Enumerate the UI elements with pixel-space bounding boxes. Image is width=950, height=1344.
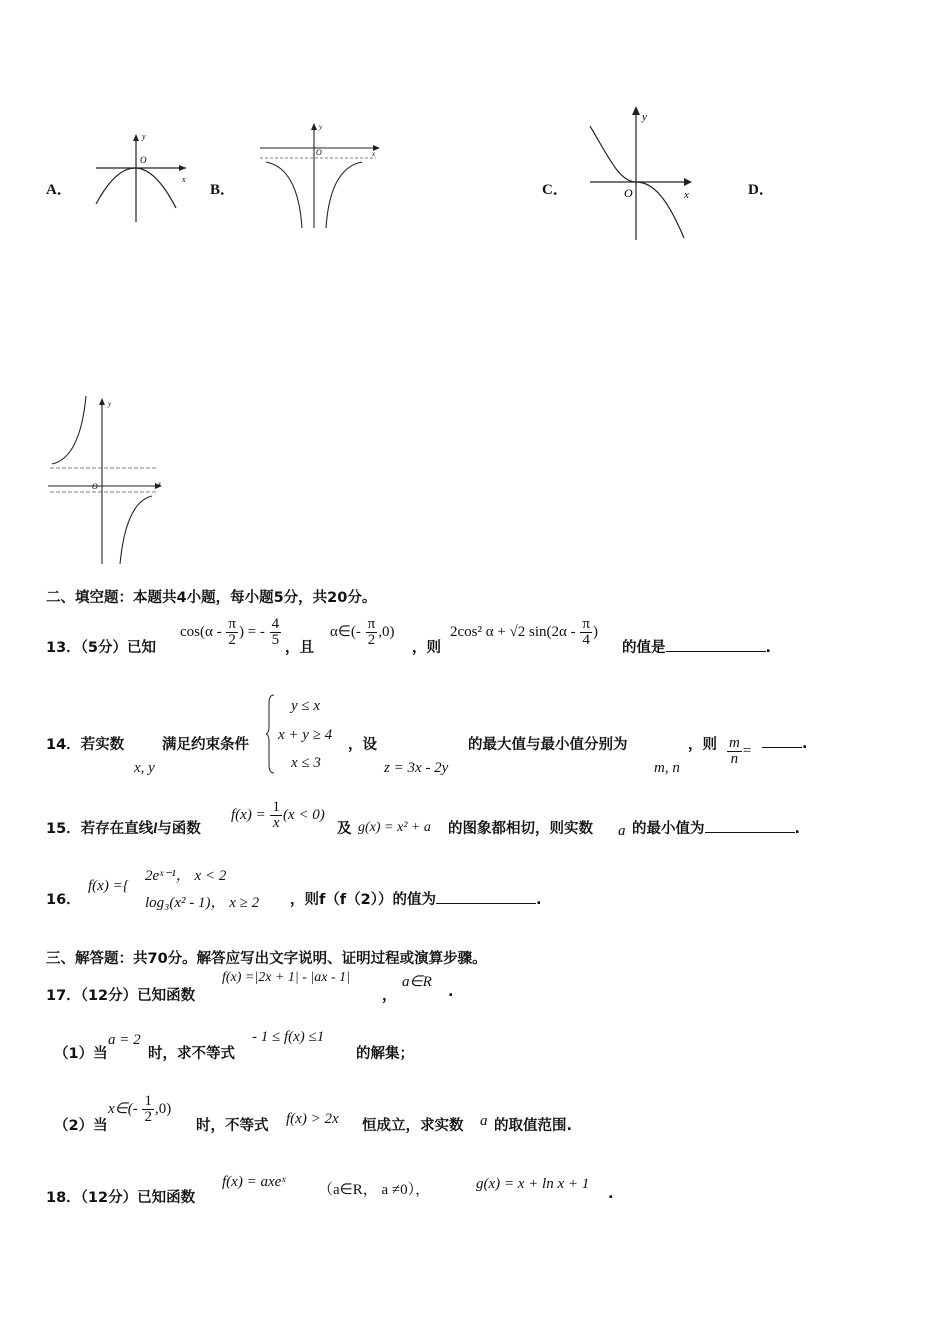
q17-part1-text: 时，求不等式 [148, 1046, 235, 1062]
q16-text: ，则f（f（2））的值为 . [290, 888, 541, 909]
q17-part1-inequality: - 1 ≤ f(x) ≤1 [252, 1029, 325, 1045]
q18-g-definition: g(x) = x + ln x + 1 [476, 1176, 590, 1192]
origin-label: O [624, 186, 633, 200]
q13-number: 13．（5分）已知 [46, 640, 157, 656]
option-a-label: A． [46, 182, 72, 198]
q17-part2-inequality: f(x) > 2x [286, 1111, 339, 1127]
option-d-label: D． [748, 182, 774, 198]
q14-objective: z = 3x - 2y [384, 760, 449, 776]
x-axis-label: x [684, 189, 689, 201]
q14-condition-label: 满足约束条件 [162, 737, 249, 753]
q15-g-definition: g(x) = x² + a [358, 820, 431, 835]
q14-constraint-3: x ≤ 3 [291, 755, 321, 771]
y-axis-label: y [108, 400, 112, 408]
q17-domain: a∈R [402, 974, 432, 990]
graph-option-d [46, 392, 171, 566]
x-axis-label: x [182, 175, 186, 184]
q15-f-definition: f(x) = $\frac{1}{x}$ (x < 0) [231, 799, 325, 831]
q18-parameters: （a∈R， a ≠0）， [318, 1182, 431, 1198]
x-axis-label: x [158, 480, 162, 488]
q16-number: 16． [46, 892, 81, 908]
q14-answer: . [762, 733, 808, 752]
q14-constraint-1: y ≤ x [291, 698, 321, 714]
q13-expression: 2cos² α + √2 sin(2α - $\frac{\pi}{4}$ ) [450, 616, 598, 648]
q17-part2-text-2: 恒成立，求实数 [362, 1118, 464, 1134]
q13-and: ，且 [285, 640, 314, 656]
q17-part1-end: 的解集； [356, 1046, 414, 1062]
q13-value-is: 的值是 . [622, 636, 771, 657]
y-axis-label: y [142, 132, 146, 141]
q17-part1-a: a = 2 [108, 1032, 141, 1048]
x-axis-label: x [372, 150, 376, 158]
q17-part2-a: a [480, 1113, 488, 1129]
y-axis-label: y [319, 123, 323, 131]
q17-end: . [448, 984, 454, 1000]
q13-answer-blank[interactable] [666, 637, 766, 652]
q15-and: 及 [337, 821, 352, 837]
q14-brace-icon [266, 693, 276, 775]
graph-option-c [584, 100, 699, 242]
section-3-heading: 三、解答题：共70分。解答应写出文字说明、证明过程或演算步骤。 [46, 951, 487, 967]
q15-text-3: 的图象都相切，则实数 [448, 821, 593, 837]
q14-max-min-text: 的最大值与最小值分别为 [468, 737, 628, 753]
q15-answer-blank[interactable] [705, 818, 795, 833]
q15-a: a [618, 823, 626, 839]
q14-vars: x, y [134, 760, 155, 776]
q16-case-2: log₃(x² - 1)， x ≥ 2 [145, 895, 260, 911]
q14-set: ，设 [348, 737, 377, 753]
q13-then: ，则 [412, 640, 441, 656]
q17-part1-label: （1）当 [54, 1046, 108, 1062]
q18-end: . [608, 1186, 614, 1202]
q17-part2-text: 时，不等式 [196, 1118, 269, 1134]
q17-comma: ， [382, 988, 397, 1004]
q13-alpha-interval: α∈(- $\frac{\pi}{2}$ ,0) [330, 616, 395, 648]
graph-option-b [258, 118, 383, 230]
q13-cos-equation: cos(α - $\frac{\pi}{2}$ ) = - $\frac{4}{5}$ [180, 616, 280, 648]
q14-number: 14．若实数 [46, 737, 125, 753]
q18-f-definition: f(x) = axeˣ [222, 1174, 286, 1190]
q16-f-label: f(x) ={ [88, 878, 129, 894]
q17-f-definition: f(x) =|2x + 1| - |ax - 1| [222, 970, 350, 985]
origin-label: O [316, 148, 322, 157]
q14-mn: m, n [654, 760, 680, 776]
y-axis-label: y [642, 111, 647, 123]
q14-answer-blank[interactable] [762, 733, 802, 748]
option-b-label: B． [210, 182, 236, 198]
graph-option-a [92, 130, 192, 224]
q18-number: 18．（12分）已知函数 [46, 1190, 196, 1206]
option-c-label: C． [542, 182, 568, 198]
q17-part2-interval: x∈(- $\frac{1}{2}$ ,0) [108, 1093, 172, 1125]
section-2-heading: 二、填空题：本题共4小题，每小题5分，共20分。 [46, 590, 377, 606]
q17-number: 17．（12分）已知函数 [46, 988, 196, 1004]
origin-label: O [140, 155, 147, 165]
q14-ratio: $\frac{m}{n}$ = [729, 735, 752, 767]
q14-constraint-2: x + y ≥ 4 [278, 727, 333, 743]
q16-answer-blank[interactable] [436, 889, 536, 904]
q17-part2-label: （2）当 [54, 1118, 108, 1134]
q15-text-1: 15．若存在直线l与函数 [46, 821, 201, 837]
q16-case-1: 2eˣ⁻¹， x < 2 [145, 868, 227, 884]
q14-then: ，则 [688, 737, 717, 753]
q15-text-4: 的最小值为 . [632, 817, 800, 838]
q17-part2-end: 的取值范围. [494, 1118, 573, 1134]
origin-label: O [92, 482, 98, 491]
